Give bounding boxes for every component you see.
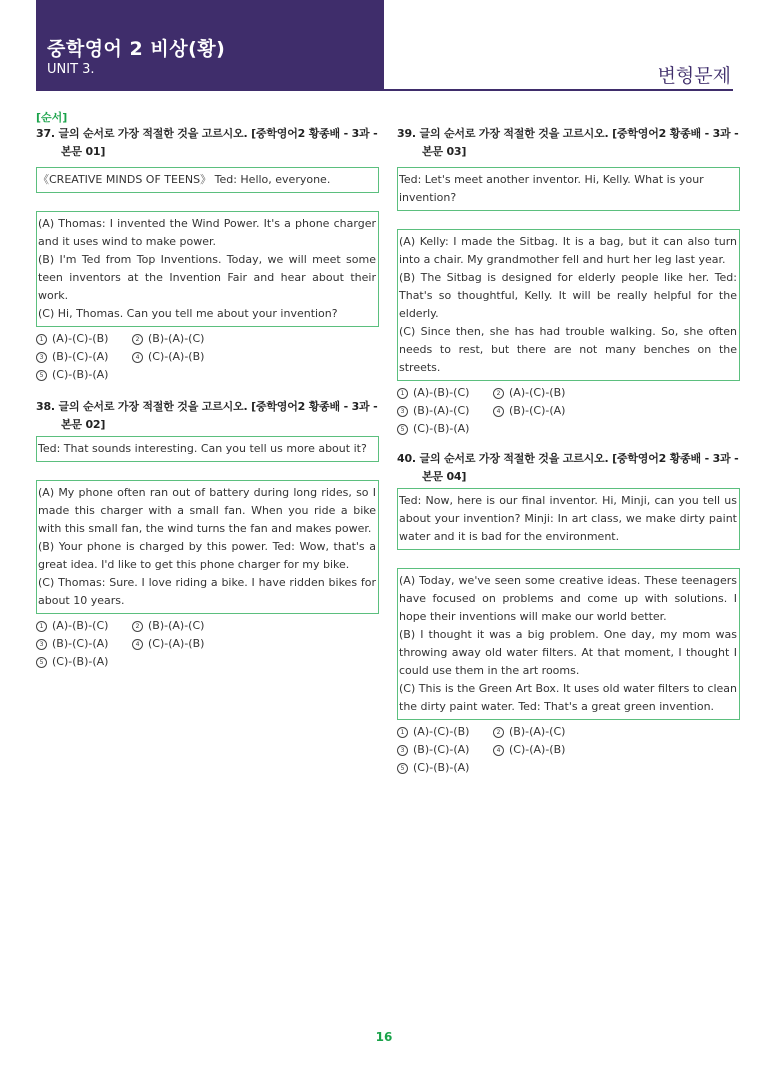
unit-label: UNIT 3. — [47, 62, 95, 77]
circled-number-icon: 2 — [132, 334, 143, 345]
circled-number-icon: 5 — [397, 763, 408, 774]
section-tag: [순서] — [36, 111, 68, 124]
circled-number-icon: 5 — [36, 657, 47, 668]
option-2[interactable] — [493, 723, 589, 741]
option-5[interactable] — [397, 420, 493, 438]
option-text: (C)-(A)-(B) — [148, 350, 205, 363]
option-text: (B)-(C)-(A) — [52, 637, 109, 650]
option-text: (B)-(A)-(C) — [148, 619, 205, 632]
option-1[interactable] — [397, 723, 493, 741]
option-text: (B)-(C)-(A) — [413, 743, 470, 756]
option-2[interactable] — [132, 330, 228, 348]
left-column — [36, 110, 379, 671]
worksheet-type-label: 변형문제 — [657, 65, 731, 87]
option-text: (A)-(C)-(B) — [509, 386, 566, 399]
option-text: (C)-(B)-(A) — [413, 422, 470, 435]
circled-number-icon: 2 — [493, 388, 504, 399]
circled-number-icon: 3 — [36, 639, 47, 650]
textbook-title: 중학영어 2 비상(황) — [47, 38, 226, 60]
option-text: (B)-(A)-(C) — [509, 725, 566, 738]
right-column — [397, 110, 740, 777]
passage-box — [36, 211, 379, 327]
passage-paragraph-b: (B) Your phone is charged by this power. Ted: Wow, that's a great idea. I'd like to get this phone charger for my bike. — [38, 540, 376, 571]
passage-paragraph-a: (A) Kelly: I made the Sitbag. It is a bag, but it can also turn into a chair. My grandmother fell and hurt her leg last year. — [399, 235, 737, 266]
intro-text: Ted: Let's meet another inventor. Hi, Kelly. What is your invention? — [399, 173, 704, 204]
passage-paragraph-b: (B) The Sitbag is designed for elderly people like her. Ted: That's so thoughtful, Kelly. It will be really helpful for the elderly. — [399, 271, 737, 320]
option-3[interactable] — [397, 402, 493, 420]
passage-paragraph-a: (A) Today, we've seen some creative ideas. These teenagers have focused on problems and come up with solutions. I hope their inventions will make our world better. — [399, 574, 737, 623]
intro-text: Ted: That sounds interesting. Can you tell us more about it? — [38, 442, 367, 455]
circled-number-icon: 4 — [493, 745, 504, 756]
circled-number-icon: 1 — [36, 621, 47, 632]
intro-text: Ted: Now, here is our final inventor. Hi, Minji, can you tell us about your invention? Minji: In art class, we make dirty paint water and it is bad for the environment. — [399, 494, 737, 543]
header-divider — [384, 89, 733, 91]
answer-options — [397, 723, 740, 777]
circled-number-icon: 3 — [397, 406, 408, 417]
option-4[interactable] — [132, 348, 228, 366]
page-number: 16 — [375, 1030, 393, 1044]
circled-number-icon: 5 — [397, 424, 408, 435]
option-3[interactable] — [36, 348, 132, 366]
passage-paragraph-c: (C) Since then, she has had trouble walking. So, she often needs to rest, but there are not many benches on the streets. — [399, 325, 737, 374]
circled-number-icon: 4 — [132, 639, 143, 650]
circled-number-icon: 1 — [397, 727, 408, 738]
option-5[interactable] — [36, 653, 132, 671]
option-2[interactable] — [132, 617, 228, 635]
option-5[interactable] — [36, 366, 132, 384]
question-heading: 40. 글의 순서로 가장 적절한 것을 고르시오. [중학영어2 황종배 - 3과 -본문 04] — [397, 452, 739, 483]
option-1[interactable] — [36, 330, 132, 348]
option-text: (B)-(C)-(A) — [509, 404, 566, 417]
option-text: (A)-(B)-(C) — [413, 386, 470, 399]
option-text: (A)-(B)-(C) — [52, 619, 109, 632]
circled-number-icon: 1 — [36, 334, 47, 345]
circled-number-icon: 3 — [36, 352, 47, 363]
intro-box — [397, 488, 740, 550]
passage-paragraph-c: (C) This is the Green Art Box. It uses old water filters to clean the dirty paint water. Ted: That's a great green invention. — [399, 682, 737, 713]
option-4[interactable] — [493, 402, 589, 420]
passage-box — [397, 229, 740, 381]
option-1[interactable] — [397, 384, 493, 402]
passage-paragraph-a: (A) My phone often ran out of battery during long rides, so I made this charger with a small fan. When you ride a bike with this small fan, the wind turns the fan and makes power. — [38, 486, 376, 535]
circled-number-icon: 4 — [493, 406, 504, 417]
option-text: (C)-(B)-(A) — [52, 368, 109, 381]
circled-number-icon: 5 — [36, 370, 47, 381]
passage-paragraph-c: (C) Hi, Thomas. Can you tell me about your invention? — [38, 307, 338, 320]
question-heading: 38. 글의 순서로 가장 적절한 것을 고르시오. [중학영어2 황종배 - 3과 -본문 02] — [36, 400, 378, 431]
passage-paragraph-b: (B) I thought it was a big problem. One day, my mom was throwing away old water filters. At that moment, I thought I could use them in the art rooms. — [399, 628, 737, 677]
option-text: (B)-(A)-(C) — [148, 332, 205, 345]
header-banner — [36, 0, 384, 91]
option-3[interactable] — [36, 635, 132, 653]
question-heading: 37. 글의 순서로 가장 적절한 것을 고르시오. [중학영어2 황종배 - 3과 -본문 01] — [36, 127, 378, 158]
option-text: (B)-(A)-(C) — [413, 404, 470, 417]
option-text: (A)-(C)-(B) — [52, 332, 109, 345]
option-text: (A)-(C)-(B) — [413, 725, 470, 738]
intro-box — [397, 167, 740, 211]
option-5[interactable] — [397, 759, 493, 777]
question-38 — [36, 398, 379, 671]
intro-text: 《CREATIVE MINDS OF TEENS》 Ted: Hello, everyone. — [38, 173, 331, 186]
passage-paragraph-a: (A) Thomas: I invented the Wind Power. It's a phone charger and it uses wind to make power. — [38, 217, 376, 248]
option-text: (C)-(A)-(B) — [148, 637, 205, 650]
intro-box — [36, 167, 379, 193]
circled-number-icon: 4 — [132, 352, 143, 363]
circled-number-icon: 2 — [132, 621, 143, 632]
answer-options — [36, 617, 379, 671]
question-37 — [36, 125, 379, 384]
option-text: (B)-(C)-(A) — [52, 350, 109, 363]
option-2[interactable] — [493, 384, 589, 402]
answer-options — [397, 384, 740, 438]
option-3[interactable] — [397, 741, 493, 759]
answer-options — [36, 330, 379, 384]
passage-paragraph-c: (C) Thomas: Sure. I love riding a bike. I have ridden bikes for about 10 years. — [38, 576, 376, 607]
option-text: (C)-(A)-(B) — [509, 743, 566, 756]
option-4[interactable] — [493, 741, 589, 759]
circled-number-icon: 2 — [493, 727, 504, 738]
passage-paragraph-b: (B) I'm Ted from Top Inventions. Today, we will meet some teen inventors at the Invention Fair and hear about their work. — [38, 253, 376, 302]
option-4[interactable] — [132, 635, 228, 653]
circled-number-icon: 1 — [397, 388, 408, 399]
passage-box — [36, 480, 379, 614]
option-text: (C)-(B)-(A) — [413, 761, 470, 774]
intro-box — [36, 436, 379, 462]
circled-number-icon: 3 — [397, 745, 408, 756]
question-39 — [397, 125, 740, 438]
option-1[interactable] — [36, 617, 132, 635]
option-text: (C)-(B)-(A) — [52, 655, 109, 668]
question-heading: 39. 글의 순서로 가장 적절한 것을 고르시오. [중학영어2 황종배 - 3과 -본문 03] — [397, 127, 739, 158]
passage-box — [397, 568, 740, 720]
question-40 — [397, 450, 740, 777]
